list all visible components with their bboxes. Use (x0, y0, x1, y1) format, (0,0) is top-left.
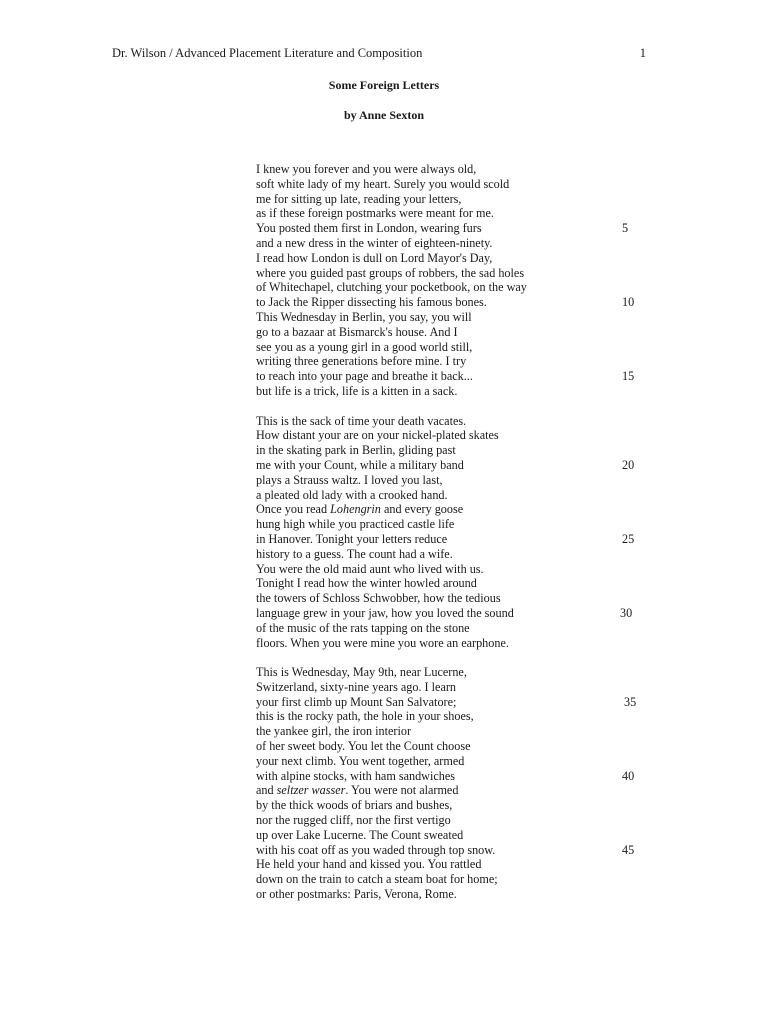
poem-line (256, 192, 656, 207)
poem-line-text (256, 502, 463, 516)
poem-line-text: language grew in your jaw, how you loved the sound (256, 605, 514, 620)
line-number: 25 (622, 531, 635, 546)
poem-line (256, 887, 656, 902)
poem-line-italic: seltzer wasser (276, 783, 346, 798)
poem-line (256, 236, 656, 251)
poem-line (256, 813, 656, 828)
poem-line (256, 295, 656, 310)
stanza (256, 665, 656, 902)
poem-line-text: hung high while you practiced castle life (256, 517, 455, 532)
poem-line-text: with alpine stocks, with ham sandwiches (256, 768, 456, 783)
poem-line (256, 488, 656, 503)
line-number: 10 (622, 295, 635, 310)
poem-line-text: of her sweet body. You let the Count choose (256, 739, 471, 754)
poem-line (256, 502, 656, 517)
header-course-title: Dr. Wilson / Advanced Placement Literature and Composition (112, 46, 423, 60)
poem-line (256, 162, 656, 177)
poem-line-text: This is Wednesday, May 9th, near Lucerne, (256, 665, 467, 680)
poem-line-italic: Lohengrin (330, 502, 381, 517)
poem-line (256, 206, 656, 221)
poem-line-text: me for sitting up late, reading your letters, (256, 191, 462, 206)
poem-line-text-pre: and (256, 783, 277, 798)
poem-line-text: to Jack the Ripper dissecting his famous bones. (256, 295, 487, 310)
poem-line-text: me with your Count, while a military band (256, 457, 464, 472)
poem-title: Some Foreign Letters (328, 78, 440, 92)
poem-line (256, 354, 656, 369)
poem-line-text: see you as a young girl in a good world still, (256, 339, 473, 354)
poem-line (256, 325, 656, 340)
poem-line (256, 251, 656, 266)
poem-line-text: go to a bazaar at Bismarck's house. And I (256, 324, 458, 339)
poem-line-text-post: and every goose (380, 502, 464, 517)
poem-line-text: How distant your are on your nickel-plated skates (256, 428, 499, 443)
poem-line (256, 458, 656, 473)
poem-line (256, 754, 656, 769)
poem-line-text: You posted them first in London, wearing furs (256, 221, 482, 236)
poem-line-text: your next climb. You went together, armed (256, 753, 465, 768)
poem-line-text: nor the rugged cliff, nor the first vertigo (256, 813, 451, 828)
poem-line (256, 310, 656, 325)
poem-line (256, 384, 656, 399)
poem-line-text: soft white lady of my heart. Surely you would scold (256, 176, 510, 191)
poem-line-text: to reach into your page and breathe it back... (256, 369, 473, 384)
poem-line (256, 739, 656, 754)
poem-line (256, 414, 656, 429)
poem-line-text: Switzerland, sixty-nine years ago. I learn (256, 679, 457, 694)
poem-line (256, 843, 656, 858)
line-number: 5 (622, 221, 629, 236)
page-header (112, 46, 646, 64)
poem-line-text-pre: Once you read (256, 502, 331, 517)
poem-line (256, 517, 656, 532)
poem-line-text: by the thick woods of briars and bushes, (256, 798, 453, 813)
poem-line (256, 266, 656, 281)
poem-line (256, 340, 656, 355)
poem-line (256, 636, 656, 651)
poem-line (256, 695, 656, 710)
line-number: 45 (622, 842, 635, 857)
poem-line (256, 576, 656, 591)
line-number: 20 (622, 457, 635, 472)
poem-line-text: the yankee girl, the iron interior (256, 724, 411, 739)
poem-line-text: a pleated old lady with a crooked hand. (256, 487, 448, 502)
poem-line (256, 428, 656, 443)
poem-line-text: up over Lake Lucerne. The Count sweated (256, 827, 464, 842)
poem-line (256, 709, 656, 724)
poem-line (256, 621, 656, 636)
poem-line-text: your first climb up Mount San Salvatore; (256, 694, 457, 709)
poem-line (256, 828, 656, 843)
poem-line (256, 369, 656, 384)
poem-line-text-post: . You were not alarmed (345, 783, 459, 798)
line-number: 40 (622, 768, 635, 783)
poem-line (256, 857, 656, 872)
poem-line (256, 532, 656, 547)
poem-line (256, 221, 656, 236)
poem-line-text: but life is a trick, life is a kitten in a sack. (256, 383, 458, 398)
poem-line-text: of the music of the rats tapping on the stone (256, 620, 470, 635)
poem-line (256, 443, 656, 458)
poem-line-text: He held your hand and kissed you. You rattled (256, 857, 482, 872)
poem-line (256, 724, 656, 739)
header-page-number: 1 (639, 46, 646, 60)
poem-line (256, 783, 656, 798)
poem-line-text: floors. When you were mine you wore an earphone. (256, 635, 509, 650)
poem-line (256, 769, 656, 784)
poem-byline: by Anne Sexton (343, 108, 425, 122)
poem-line-text: with his coat off as you waded through top snow. (256, 842, 496, 857)
poem-line-text: or other postmarks: Paris, Verona, Rome. (256, 887, 457, 902)
poem-line (256, 798, 656, 813)
poem-line (256, 547, 656, 562)
poem-line (256, 591, 656, 606)
poem-line-text: as if these foreign postmarks were meant for me. (256, 206, 494, 221)
poem-line-text: You were the old maid aunt who lived with us. (256, 561, 484, 576)
poem-line-text: plays a Strauss waltz. I loved you last, (256, 472, 443, 487)
line-number: 15 (622, 369, 635, 384)
line-number: 35 (624, 694, 637, 709)
poem-line-text: This is the sack of time your death vacates. (256, 413, 467, 428)
poem-line-text: the towers of Schloss Schwobber, how the tedious (256, 591, 501, 606)
poem-line-text: this is the rocky path, the hole in your shoes, (256, 709, 474, 724)
poem-line (256, 562, 656, 577)
poem-line-text: down on the train to catch a steam boat for home; (256, 872, 498, 887)
poem-line (256, 680, 656, 695)
stanza (256, 414, 656, 651)
line-number: 30 (620, 605, 633, 620)
poem-line-text: of Whitechapel, clutching your pocketbook, on the way (256, 280, 527, 295)
poem-line-text: This Wednesday in Berlin, you say, you will (256, 309, 472, 324)
poem-line (256, 606, 656, 621)
poem-line-text: Tonight I read how the winter howled around (256, 576, 477, 591)
poem-line-text: and a new dress in the winter of eighteen-ninety. (256, 235, 493, 250)
poem-line (256, 280, 656, 295)
poem-line (256, 473, 656, 488)
poem-line-text: where you guided past groups of robbers, the sad holes (256, 265, 525, 280)
poem-line-text: history to a guess. The count had a wife. (256, 546, 453, 561)
poem-line-text: writing three generations before mine. I try (256, 354, 467, 369)
poem-line-text: I knew you forever and you were always old, (256, 162, 477, 176)
stanza (256, 162, 656, 399)
poem-line-text: in Hanover. Tonight your letters reduce (256, 531, 448, 546)
poem-body (256, 162, 656, 917)
poem-line (256, 872, 656, 887)
poem-line (256, 665, 656, 680)
poem-line-text (256, 783, 458, 797)
poem-line-text: I read how London is dull on Lord Mayor's Day, (256, 250, 493, 265)
poem-line-text: in the skating park in Berlin, gliding past (256, 443, 456, 458)
poem-line (256, 177, 656, 192)
